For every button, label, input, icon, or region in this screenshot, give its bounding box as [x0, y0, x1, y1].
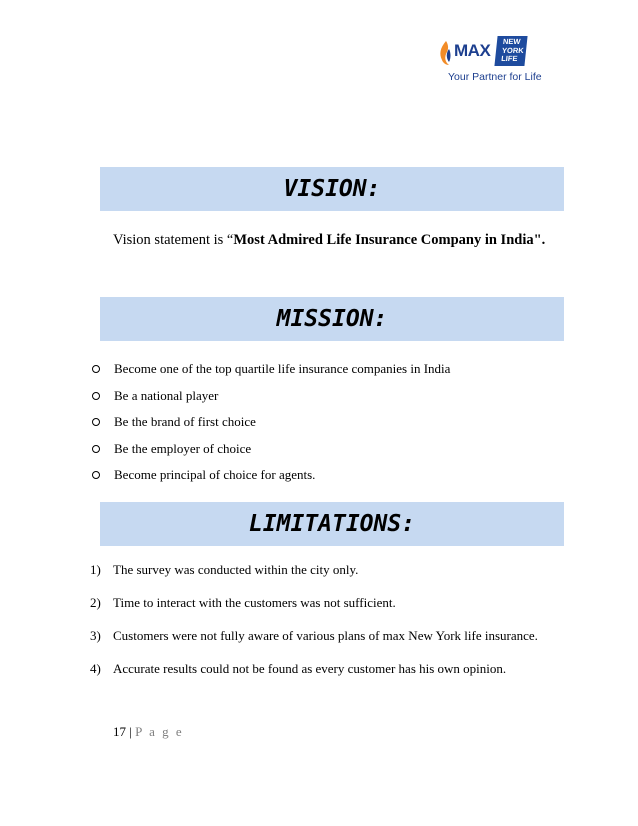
item-text: Time to interact with the customers was not sufficient.	[113, 595, 396, 610]
list-item-text: Become principal of choice for agents.	[114, 467, 316, 482]
bullet-icon	[92, 365, 100, 373]
limitations-heading: LIMITATIONS:	[100, 502, 564, 546]
badge-line-1: NEW	[502, 37, 522, 46]
list-item	[92, 462, 450, 489]
logo-brand: MAX	[454, 41, 491, 60]
bullet-icon	[92, 445, 100, 453]
limitations-list	[90, 558, 565, 690]
list-item-text: Be the employer of choice	[114, 440, 252, 456]
list-item	[90, 591, 565, 615]
bullet-icon	[92, 392, 100, 400]
page-number: 17	[113, 724, 126, 739]
list-item-text: Become one of the top quartile life insurance companies in India	[114, 361, 451, 376]
vision-intro: Vision statement is “	[113, 232, 234, 248]
logo-tagline: Your Partner for Life	[448, 71, 542, 83]
item-number: 3)	[90, 628, 101, 643]
list-item	[92, 436, 450, 463]
page-label: P a g e	[135, 724, 184, 739]
page-footer	[113, 724, 184, 740]
list-item	[92, 356, 450, 383]
list-item	[90, 624, 565, 648]
flame-icon	[438, 40, 452, 66]
item-number: 2)	[90, 595, 101, 610]
item-text: Customers were not fully aware of various plans of max New York life insurance.	[113, 628, 538, 643]
vision-statement	[113, 225, 565, 255]
footer-separator: |	[126, 724, 136, 739]
company-logo	[438, 36, 562, 88]
list-item-text: Be a national player	[114, 387, 219, 403]
list-item	[90, 657, 565, 681]
list-item-text: Be the brand of first choice	[114, 414, 256, 429]
bullet-icon	[92, 471, 100, 479]
vision-emphasis: Most Admired Life Insurance Company in India".	[233, 232, 546, 248]
item-number: 4)	[90, 661, 101, 676]
list-item	[92, 409, 450, 436]
badge-line-3: LIFE	[501, 54, 519, 63]
logo-badge	[495, 36, 528, 66]
mission-heading: MISSION:	[100, 297, 564, 341]
list-item	[92, 383, 450, 410]
item-text: Accurate results could not be found as every customer has his own opinion.	[113, 661, 507, 676]
bullet-icon	[92, 418, 100, 426]
item-number: 1)	[90, 562, 101, 577]
list-item	[90, 558, 565, 582]
item-text: The survey was conducted within the city only.	[113, 562, 359, 577]
mission-list	[92, 356, 450, 489]
badge-line-2: YORK	[501, 45, 525, 55]
vision-heading: VISION:	[100, 167, 564, 211]
